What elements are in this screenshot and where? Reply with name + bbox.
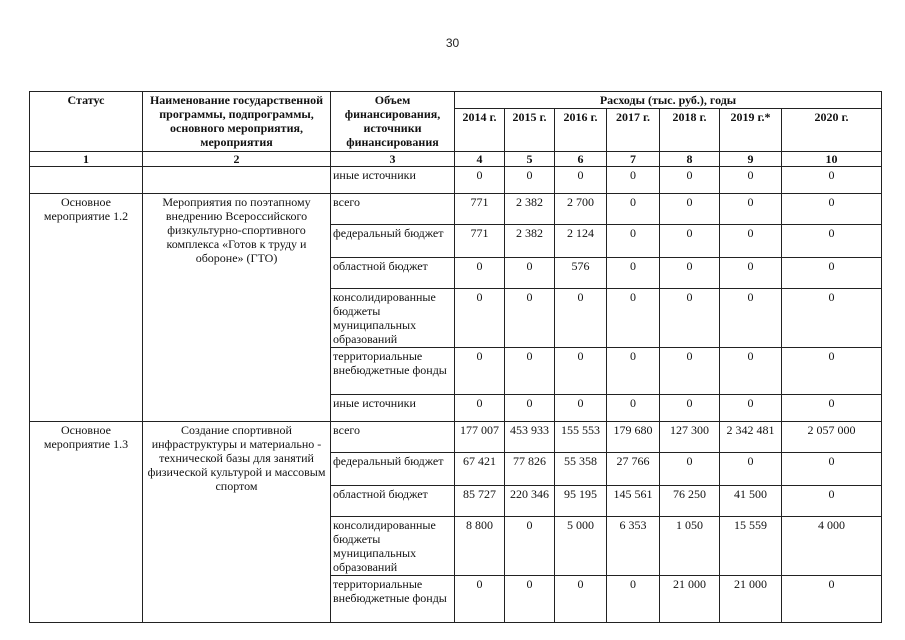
value-cell: 21 000 [660, 576, 720, 623]
value-cell: 8 800 [455, 517, 505, 576]
value-cell: 2 700 [555, 194, 607, 225]
value-cell: 0 [782, 289, 882, 348]
value-cell: 0 [505, 348, 555, 395]
value-cell: 0 [607, 576, 660, 623]
value-cell: 771 [455, 225, 505, 258]
value-cell: 0 [555, 289, 607, 348]
column-number: 2 [143, 152, 331, 167]
column-number: 3 [331, 152, 455, 167]
value-cell: 0 [505, 289, 555, 348]
value-cell: 95 195 [555, 486, 607, 517]
value-cell: 0 [720, 453, 782, 486]
value-cell: 0 [660, 258, 720, 289]
value-cell: 0 [607, 225, 660, 258]
table-row [30, 167, 882, 194]
name-cell: Мероприятия по поэтапному внедрению Всероссийского физкультурно-спортивного комплекса «Готов к труду и обороне» (ГТО) [143, 194, 331, 422]
value-cell: 0 [505, 395, 555, 422]
value-cell: 0 [607, 258, 660, 289]
funding-source: федеральный бюджет [331, 453, 455, 486]
value-cell: 220 346 [505, 486, 555, 517]
value-cell: 0 [607, 167, 660, 194]
funding-source: иные источники [331, 167, 455, 194]
value-cell: 0 [660, 194, 720, 225]
column-number: 4 [455, 152, 505, 167]
value-cell: 771 [455, 194, 505, 225]
value-cell: 1 050 [660, 517, 720, 576]
name-cell: Создание спортивной инфраструктуры и материально - технической базы для занятий физической культурой и массовым спортом [143, 422, 331, 623]
value-cell: 0 [660, 289, 720, 348]
value-cell: 0 [455, 395, 505, 422]
value-cell: 0 [782, 225, 882, 258]
value-cell: 0 [455, 348, 505, 395]
table-row [30, 422, 882, 453]
value-cell: 0 [455, 167, 505, 194]
page-number: 30 [445, 36, 460, 50]
value-cell: 67 421 [455, 453, 505, 486]
header-year: 2018 г. [660, 109, 720, 152]
column-number-row [30, 152, 882, 167]
funding-source: территориальные внебюджетные фонды [331, 576, 455, 623]
value-cell: 0 [660, 395, 720, 422]
value-cell: 0 [782, 576, 882, 623]
value-cell: 0 [720, 167, 782, 194]
value-cell: 0 [455, 258, 505, 289]
value-cell: 55 358 [555, 453, 607, 486]
value-cell: 2 382 [505, 225, 555, 258]
value-cell: 21 000 [720, 576, 782, 623]
value-cell: 0 [505, 517, 555, 576]
value-cell: 177 007 [455, 422, 505, 453]
funding-source: всего [331, 194, 455, 225]
header-expenses: Расходы (тыс. руб.), годы [455, 92, 882, 109]
value-cell: 0 [782, 486, 882, 517]
value-cell: 6 353 [607, 517, 660, 576]
value-cell: 0 [607, 395, 660, 422]
header-year: 2015 г. [505, 109, 555, 152]
header-year: 2017 г. [607, 109, 660, 152]
value-cell: 0 [555, 395, 607, 422]
value-cell: 179 680 [607, 422, 660, 453]
value-cell: 0 [555, 348, 607, 395]
value-cell: 0 [782, 258, 882, 289]
status-cell: Основное мероприятие 1.3 [30, 422, 143, 623]
value-cell: 0 [782, 348, 882, 395]
funding-source: консолидированные бюджеты муниципальных образований [331, 517, 455, 576]
financing-table [29, 91, 882, 623]
value-cell: 2 382 [505, 194, 555, 225]
value-cell: 0 [660, 348, 720, 395]
value-cell: 0 [607, 289, 660, 348]
table-row [30, 194, 882, 225]
value-cell: 27 766 [607, 453, 660, 486]
value-cell: 0 [720, 258, 782, 289]
status-cell: Основное мероприятие 1.2 [30, 194, 143, 422]
header-year: 2014 г. [455, 109, 505, 152]
value-cell: 0 [660, 453, 720, 486]
funding-source: областной бюджет [331, 258, 455, 289]
value-cell: 0 [607, 348, 660, 395]
header-year: 2019 г.* [720, 109, 782, 152]
value-cell: 2 342 481 [720, 422, 782, 453]
column-number: 7 [607, 152, 660, 167]
column-number: 10 [782, 152, 882, 167]
header-year: 2020 г. [782, 109, 882, 152]
value-cell: 127 300 [660, 422, 720, 453]
value-cell: 0 [455, 576, 505, 623]
value-cell: 0 [607, 194, 660, 225]
header-funding: Объем финансирования, источники финансирования [331, 92, 455, 152]
value-cell: 0 [505, 258, 555, 289]
value-cell: 453 933 [505, 422, 555, 453]
value-cell: 77 826 [505, 453, 555, 486]
value-cell: 85 727 [455, 486, 505, 517]
value-cell: 0 [720, 194, 782, 225]
value-cell: 0 [660, 167, 720, 194]
value-cell: 145 561 [607, 486, 660, 517]
column-number: 5 [505, 152, 555, 167]
value-cell: 41 500 [720, 486, 782, 517]
value-cell: 0 [782, 167, 882, 194]
header-name: Наименование государственной программы, подпрограммы, основного мероприятия, мероприятия [143, 92, 331, 152]
value-cell: 4 000 [782, 517, 882, 576]
value-cell: 0 [720, 225, 782, 258]
value-cell: 0 [555, 576, 607, 623]
value-cell: 15 559 [720, 517, 782, 576]
column-number: 1 [30, 152, 143, 167]
value-cell: 0 [660, 225, 720, 258]
funding-source: территориальные внебюджетные фонды [331, 348, 455, 395]
status-cell [30, 167, 143, 194]
funding-source: консолидированные бюджеты муниципальных образований [331, 289, 455, 348]
value-cell: 2 124 [555, 225, 607, 258]
value-cell: 0 [782, 395, 882, 422]
value-cell: 0 [505, 167, 555, 194]
value-cell: 76 250 [660, 486, 720, 517]
funding-source: иные источники [331, 395, 455, 422]
value-cell: 0 [782, 194, 882, 225]
value-cell: 155 553 [555, 422, 607, 453]
value-cell: 5 000 [555, 517, 607, 576]
value-cell: 0 [505, 576, 555, 623]
column-number: 6 [555, 152, 607, 167]
column-number: 9 [720, 152, 782, 167]
header-year: 2016 г. [555, 109, 607, 152]
name-cell [143, 167, 331, 194]
funding-source: всего [331, 422, 455, 453]
funding-source: областной бюджет [331, 486, 455, 517]
column-number: 8 [660, 152, 720, 167]
value-cell: 576 [555, 258, 607, 289]
header-status: Статус [30, 92, 143, 152]
funding-source: федеральный бюджет [331, 225, 455, 258]
value-cell: 0 [720, 395, 782, 422]
value-cell: 0 [720, 348, 782, 395]
value-cell: 0 [455, 289, 505, 348]
value-cell: 0 [720, 289, 782, 348]
value-cell: 2 057 000 [782, 422, 882, 453]
value-cell: 0 [782, 453, 882, 486]
value-cell: 0 [555, 167, 607, 194]
